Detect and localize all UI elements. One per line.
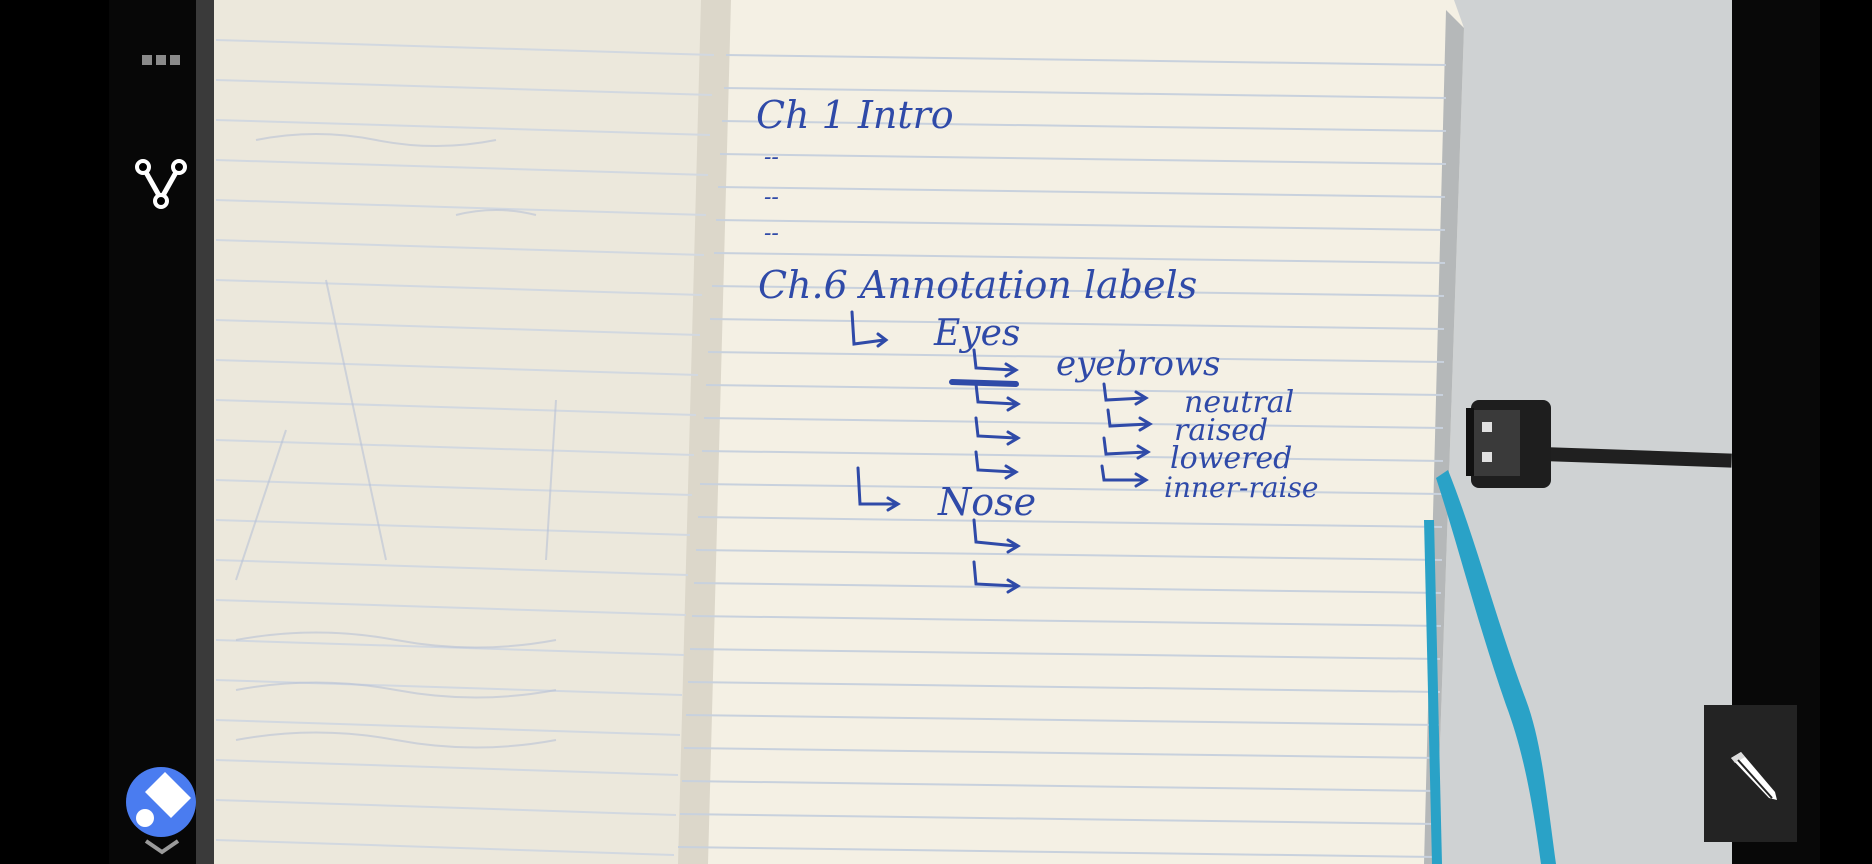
notebook-photo [196, 0, 1732, 864]
chevron-down-icon [144, 838, 180, 856]
note-line: Ch 1 Intro [756, 93, 954, 137]
photo-image [196, 0, 1732, 864]
google-lens-button[interactable] [124, 765, 198, 839]
note-line: eyebrows [1056, 344, 1221, 384]
note-line: Nose [938, 480, 1037, 524]
share-button[interactable] [128, 152, 194, 218]
note-line: inner-raise [1164, 471, 1319, 504]
note-line: raised [1174, 413, 1269, 448]
note-line: -- [764, 145, 779, 170]
more-dots-icon [142, 55, 152, 65]
note-line: Eyes [934, 313, 1021, 354]
note-line: -- [764, 221, 779, 246]
more-dots-icon-dot [156, 55, 166, 65]
more-dots-icon-dot [170, 55, 180, 65]
more-options-button[interactable] [133, 45, 189, 75]
edit-button[interactable] [1704, 705, 1797, 842]
expand-button[interactable] [140, 835, 184, 859]
note-line: neutral [1184, 385, 1295, 420]
google-lens-icon [125, 766, 197, 838]
share-icon [133, 157, 189, 213]
note-line: Ch.6 Annotation labels [758, 263, 1198, 307]
left-toolbar [109, 0, 196, 864]
pencil-icon [1723, 746, 1779, 802]
note-line: lowered [1170, 441, 1293, 476]
note-line: -- [764, 185, 779, 210]
